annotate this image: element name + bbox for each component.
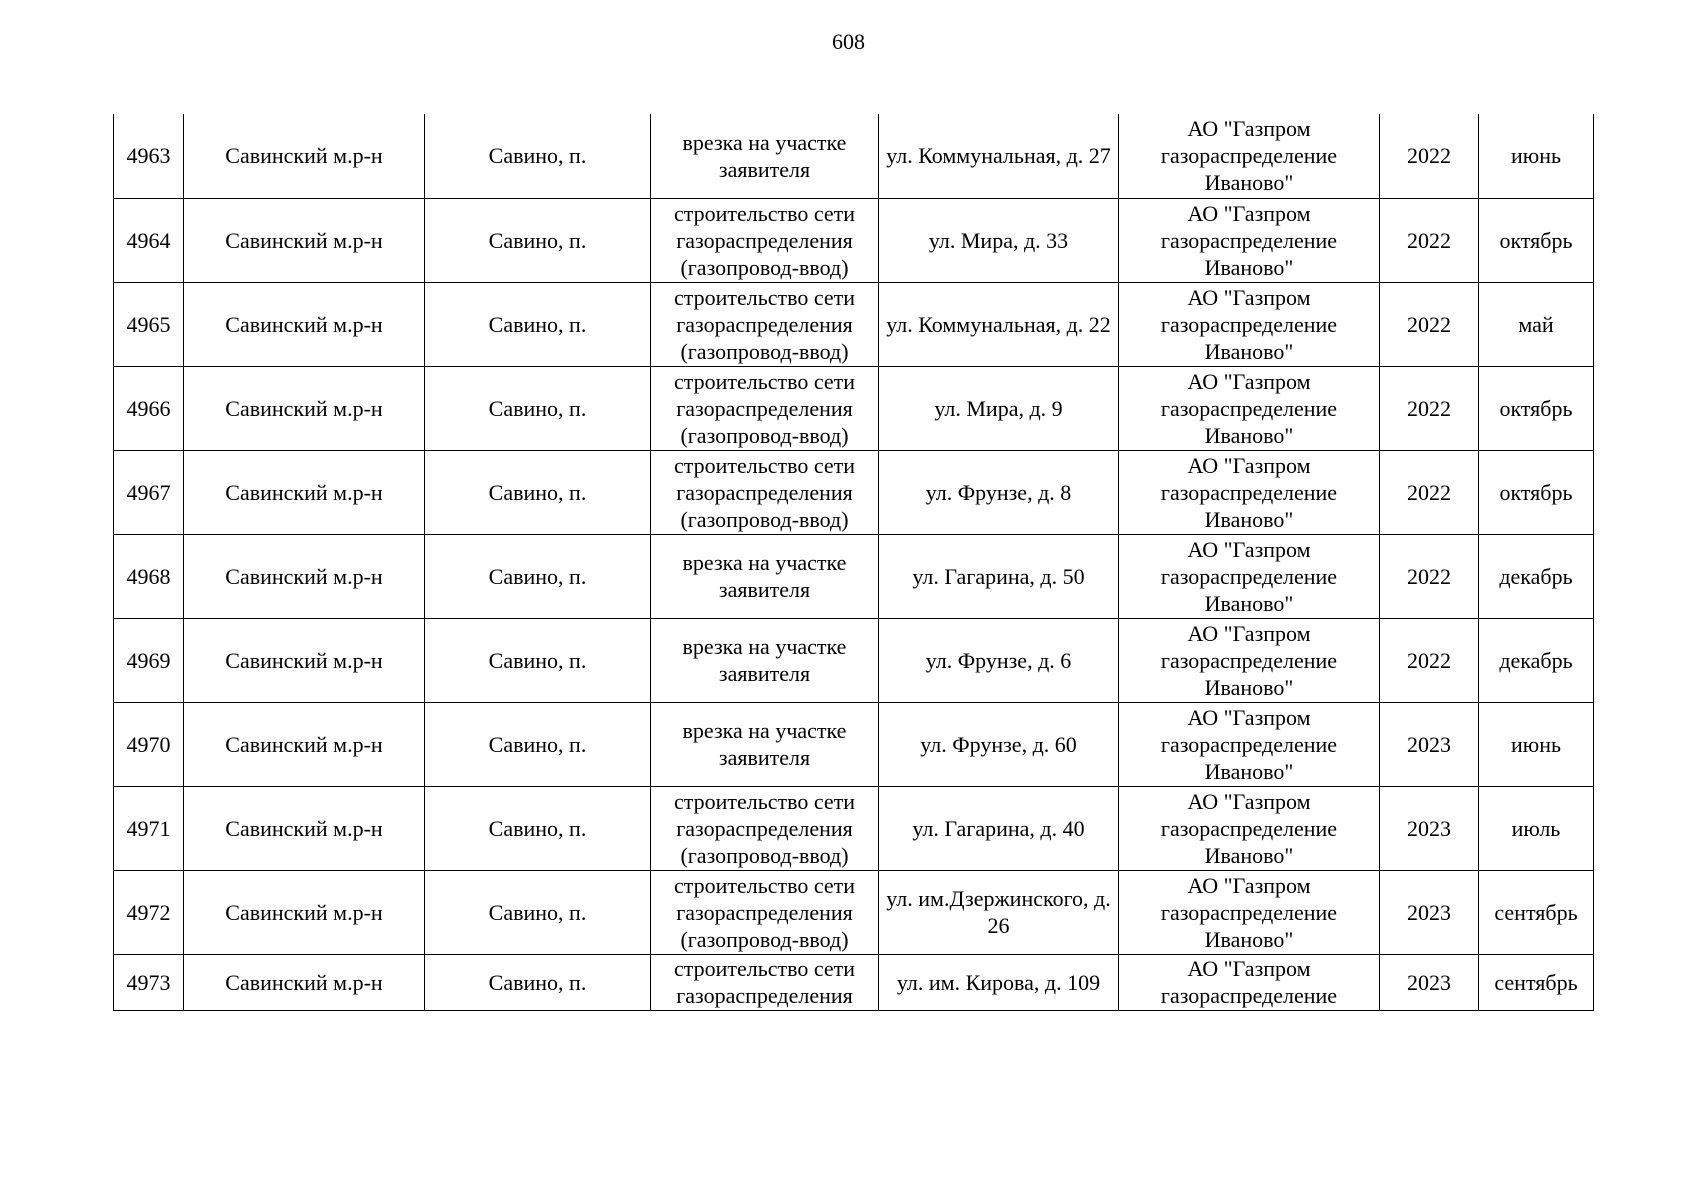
year-cell-text: 2023 xyxy=(1407,899,1451,925)
address-cell-text: ул. Коммунальная, д. 27 xyxy=(886,143,1111,169)
settlement-cell xyxy=(425,618,651,702)
row-number-cell-text: 4969 xyxy=(126,647,171,673)
row-number-cell-text: 4971 xyxy=(126,815,171,841)
settlement-cell xyxy=(425,114,651,198)
settlement-cell xyxy=(425,282,651,366)
work-type-cell xyxy=(651,786,879,870)
year-cell xyxy=(1380,198,1479,282)
district-cell xyxy=(184,870,425,954)
organization-cell-text: АО "Газпром газораспределение Иваново" xyxy=(1160,620,1338,700)
work-type-cell xyxy=(651,198,879,282)
organization-cell xyxy=(1119,870,1380,954)
organization-cell-text: АО "Газпром газораспределение Иваново" xyxy=(1160,788,1338,868)
settlement-cell xyxy=(425,534,651,618)
year-cell-text: 2022 xyxy=(1407,311,1451,337)
work-type-cell xyxy=(651,954,879,1010)
row-number-cell xyxy=(114,534,184,618)
settlement-cell-text: Савино, п. xyxy=(488,311,587,337)
settlement-cell xyxy=(425,786,651,870)
settlement-cell xyxy=(425,870,651,954)
month-cell-text: июль xyxy=(1511,815,1561,841)
year-cell xyxy=(1380,366,1479,450)
year-cell-text: 2022 xyxy=(1407,395,1451,421)
settlement-cell xyxy=(425,954,651,1010)
address-cell xyxy=(879,366,1119,450)
month-cell xyxy=(1479,114,1594,198)
address-cell xyxy=(879,870,1119,954)
row-number-cell xyxy=(114,954,184,1010)
organization-cell xyxy=(1119,282,1380,366)
organization-cell xyxy=(1119,786,1380,870)
year-cell xyxy=(1380,702,1479,786)
district-cell-text: Савинский м.р-н xyxy=(225,899,383,925)
year-cell-text: 2022 xyxy=(1407,563,1451,589)
address-cell xyxy=(879,702,1119,786)
table-row xyxy=(114,198,1594,282)
organization-cell-text: АО "Газпром газораспределение Иваново" xyxy=(1160,536,1338,616)
year-cell xyxy=(1380,870,1479,954)
district-cell xyxy=(184,282,425,366)
work-type-cell-text: строительство сети газораспределения (газопровод-ввод) xyxy=(673,452,856,532)
settlement-cell xyxy=(425,198,651,282)
row-number-cell-text: 4973 xyxy=(126,969,171,995)
organization-cell xyxy=(1119,114,1380,198)
month-cell-text: сентябрь xyxy=(1494,899,1578,925)
work-type-cell xyxy=(651,366,879,450)
address-cell xyxy=(879,198,1119,282)
address-cell-text: ул. Фрунзе, д. 60 xyxy=(920,731,1077,757)
address-cell-text: ул. Коммунальная, д. 22 xyxy=(886,311,1111,337)
address-cell-text: ул. им.Дзержинского, д. 26 xyxy=(886,886,1111,938)
settlement-cell-text: Савино, п. xyxy=(488,815,587,841)
month-cell-text: май xyxy=(1518,311,1554,337)
address-cell xyxy=(879,786,1119,870)
settlement-cell-text: Савино, п. xyxy=(488,563,587,589)
year-cell-text: 2023 xyxy=(1407,731,1451,757)
table-row xyxy=(114,114,1594,198)
organization-cell xyxy=(1119,366,1380,450)
year-cell xyxy=(1380,282,1479,366)
organization-cell-text: АО "Газпром газораспределение Иваново" xyxy=(1160,368,1338,448)
organization-cell xyxy=(1119,198,1380,282)
month-cell xyxy=(1479,534,1594,618)
work-type-cell-text: строительство сети газораспределения (газопровод-ввод) xyxy=(673,872,856,952)
settlement-cell-text: Савино, п. xyxy=(488,899,587,925)
work-type-cell-text: строительство сети газораспределения (газопровод-ввод) xyxy=(673,200,856,280)
organization-cell-text: АО "Газпром газораспределение Иваново" xyxy=(1160,452,1338,532)
month-cell xyxy=(1479,198,1594,282)
district-cell-text: Савинский м.р-н xyxy=(225,647,383,673)
settlement-cell-text: Савино, п. xyxy=(488,479,587,505)
month-cell xyxy=(1479,786,1594,870)
address-cell-text: ул. Гагарина, д. 40 xyxy=(912,815,1085,841)
work-type-cell-text: врезка на участке заявителя xyxy=(682,634,847,686)
month-cell xyxy=(1479,450,1594,534)
organization-cell-text: АО "Газпром газораспределение Иваново" xyxy=(1160,284,1338,364)
work-type-cell xyxy=(651,282,879,366)
work-type-cell-text: строительство сети газораспределения xyxy=(673,956,856,1008)
row-number-cell-text: 4966 xyxy=(126,395,171,421)
row-number-cell-text: 4964 xyxy=(126,227,171,253)
row-number-cell xyxy=(114,198,184,282)
settlement-cell-text: Савино, п. xyxy=(488,731,587,757)
work-type-cell-text: врезка на участке заявителя xyxy=(682,550,847,602)
address-cell xyxy=(879,618,1119,702)
settlement-cell xyxy=(425,366,651,450)
work-type-cell-text: строительство сети газораспределения (газопровод-ввод) xyxy=(673,284,856,364)
district-cell-text: Савинский м.р-н xyxy=(225,731,383,757)
organization-cell xyxy=(1119,450,1380,534)
year-cell xyxy=(1380,786,1479,870)
year-cell xyxy=(1380,450,1479,534)
work-type-cell xyxy=(651,534,879,618)
month-cell xyxy=(1479,366,1594,450)
gasification-table xyxy=(113,114,1594,1011)
month-cell-text: декабрь xyxy=(1499,563,1573,589)
district-cell-text: Савинский м.р-н xyxy=(225,143,383,169)
year-cell-text: 2023 xyxy=(1407,815,1451,841)
organization-cell-text: АО "Газпром газораспределение xyxy=(1160,956,1338,1008)
year-cell-text: 2023 xyxy=(1407,969,1451,995)
address-cell xyxy=(879,450,1119,534)
month-cell-text: октябрь xyxy=(1499,227,1573,253)
district-cell xyxy=(184,954,425,1010)
row-number-cell xyxy=(114,366,184,450)
settlement-cell xyxy=(425,450,651,534)
row-number-cell xyxy=(114,618,184,702)
district-cell xyxy=(184,366,425,450)
row-number-cell xyxy=(114,114,184,198)
organization-cell-text: АО "Газпром газораспределение Иваново" xyxy=(1160,872,1338,952)
district-cell-text: Савинский м.р-н xyxy=(225,227,383,253)
year-cell xyxy=(1380,114,1479,198)
table-row xyxy=(114,450,1594,534)
organization-cell xyxy=(1119,534,1380,618)
work-type-cell xyxy=(651,702,879,786)
table-row xyxy=(114,786,1594,870)
month-cell xyxy=(1479,954,1594,1010)
work-type-cell-text: строительство сети газораспределения (газопровод-ввод) xyxy=(673,368,856,448)
district-cell-text: Савинский м.р-н xyxy=(225,311,383,337)
work-type-cell xyxy=(651,618,879,702)
month-cell xyxy=(1479,282,1594,366)
table-body xyxy=(114,114,1594,1010)
address-cell-text: ул. Фрунзе, д. 8 xyxy=(925,479,1072,505)
year-cell-text: 2022 xyxy=(1407,143,1451,169)
settlement-cell-text: Савино, п. xyxy=(488,395,587,421)
settlement-cell-text: Савино, п. xyxy=(488,143,587,169)
settlement-cell-text: Савино, п. xyxy=(488,969,587,995)
row-number-cell-text: 4972 xyxy=(126,899,171,925)
month-cell-text: июнь xyxy=(1510,731,1561,757)
row-number-cell-text: 4967 xyxy=(126,479,171,505)
district-cell xyxy=(184,198,425,282)
address-cell xyxy=(879,114,1119,198)
district-cell xyxy=(184,114,425,198)
year-cell xyxy=(1380,534,1479,618)
year-cell-text: 2022 xyxy=(1407,227,1451,253)
row-number-cell-text: 4965 xyxy=(126,311,171,337)
organization-cell-text: АО "Газпром газораспределение Иваново" xyxy=(1160,704,1338,784)
page-number: 608 xyxy=(832,29,865,54)
row-number-cell xyxy=(114,870,184,954)
district-cell xyxy=(184,786,425,870)
month-cell xyxy=(1479,702,1594,786)
year-cell-text: 2022 xyxy=(1407,479,1451,505)
settlement-cell-text: Савино, п. xyxy=(488,227,587,253)
address-cell xyxy=(879,534,1119,618)
year-cell xyxy=(1380,954,1479,1010)
district-cell-text: Савинский м.р-н xyxy=(225,395,383,421)
district-cell-text: Савинский м.р-н xyxy=(225,969,383,995)
table-row xyxy=(114,366,1594,450)
work-type-cell xyxy=(651,450,879,534)
month-cell-text: июнь xyxy=(1510,143,1561,169)
month-cell-text: сентябрь xyxy=(1494,969,1578,995)
row-number-cell-text: 4963 xyxy=(126,143,171,169)
table-row xyxy=(114,702,1594,786)
row-number-cell-text: 4970 xyxy=(126,731,171,757)
row-number-cell xyxy=(114,702,184,786)
month-cell-text: декабрь xyxy=(1499,647,1573,673)
district-cell-text: Савинский м.р-н xyxy=(225,815,383,841)
address-cell-text: ул. Гагарина, д. 50 xyxy=(912,563,1085,589)
row-number-cell xyxy=(114,450,184,534)
district-cell xyxy=(184,534,425,618)
table-row xyxy=(114,618,1594,702)
organization-cell-text: АО "Газпром газораспределение Иваново" xyxy=(1160,116,1338,196)
table-row xyxy=(114,870,1594,954)
row-number-cell xyxy=(114,282,184,366)
year-cell-text: 2022 xyxy=(1407,647,1451,673)
organization-cell xyxy=(1119,702,1380,786)
year-cell xyxy=(1380,618,1479,702)
district-cell-text: Савинский м.р-н xyxy=(225,479,383,505)
table-row xyxy=(114,954,1594,1010)
row-number-cell-text: 4968 xyxy=(126,563,171,589)
month-cell xyxy=(1479,870,1594,954)
work-type-cell-text: строительство сети газораспределения (газопровод-ввод) xyxy=(673,788,856,868)
address-cell-text: ул. Фрунзе, д. 6 xyxy=(925,647,1072,673)
address-cell-text: ул. Мира, д. 9 xyxy=(934,395,1063,421)
district-cell xyxy=(184,702,425,786)
settlement-cell xyxy=(425,702,651,786)
address-cell xyxy=(879,954,1119,1010)
work-type-cell-text: врезка на участке заявителя xyxy=(682,718,847,770)
work-type-cell-text: врезка на участке заявителя xyxy=(682,129,847,182)
organization-cell-text: АО "Газпром газораспределение Иваново" xyxy=(1160,200,1338,280)
address-cell-text: ул. им. Кирова, д. 109 xyxy=(896,969,1101,995)
organization-cell xyxy=(1119,618,1380,702)
address-cell xyxy=(879,282,1119,366)
address-cell-text: ул. Мира, д. 33 xyxy=(928,227,1069,253)
work-type-cell xyxy=(651,114,879,198)
row-number-cell xyxy=(114,786,184,870)
organization-cell xyxy=(1119,954,1380,1010)
settlement-cell-text: Савино, п. xyxy=(488,647,587,673)
district-cell xyxy=(184,450,425,534)
month-cell-text: октябрь xyxy=(1499,395,1573,421)
district-cell-text: Савинский м.р-н xyxy=(225,563,383,589)
table-row xyxy=(114,534,1594,618)
month-cell xyxy=(1479,618,1594,702)
month-cell-text: октябрь xyxy=(1499,479,1573,505)
table-row xyxy=(114,282,1594,366)
work-type-cell xyxy=(651,870,879,954)
district-cell xyxy=(184,618,425,702)
